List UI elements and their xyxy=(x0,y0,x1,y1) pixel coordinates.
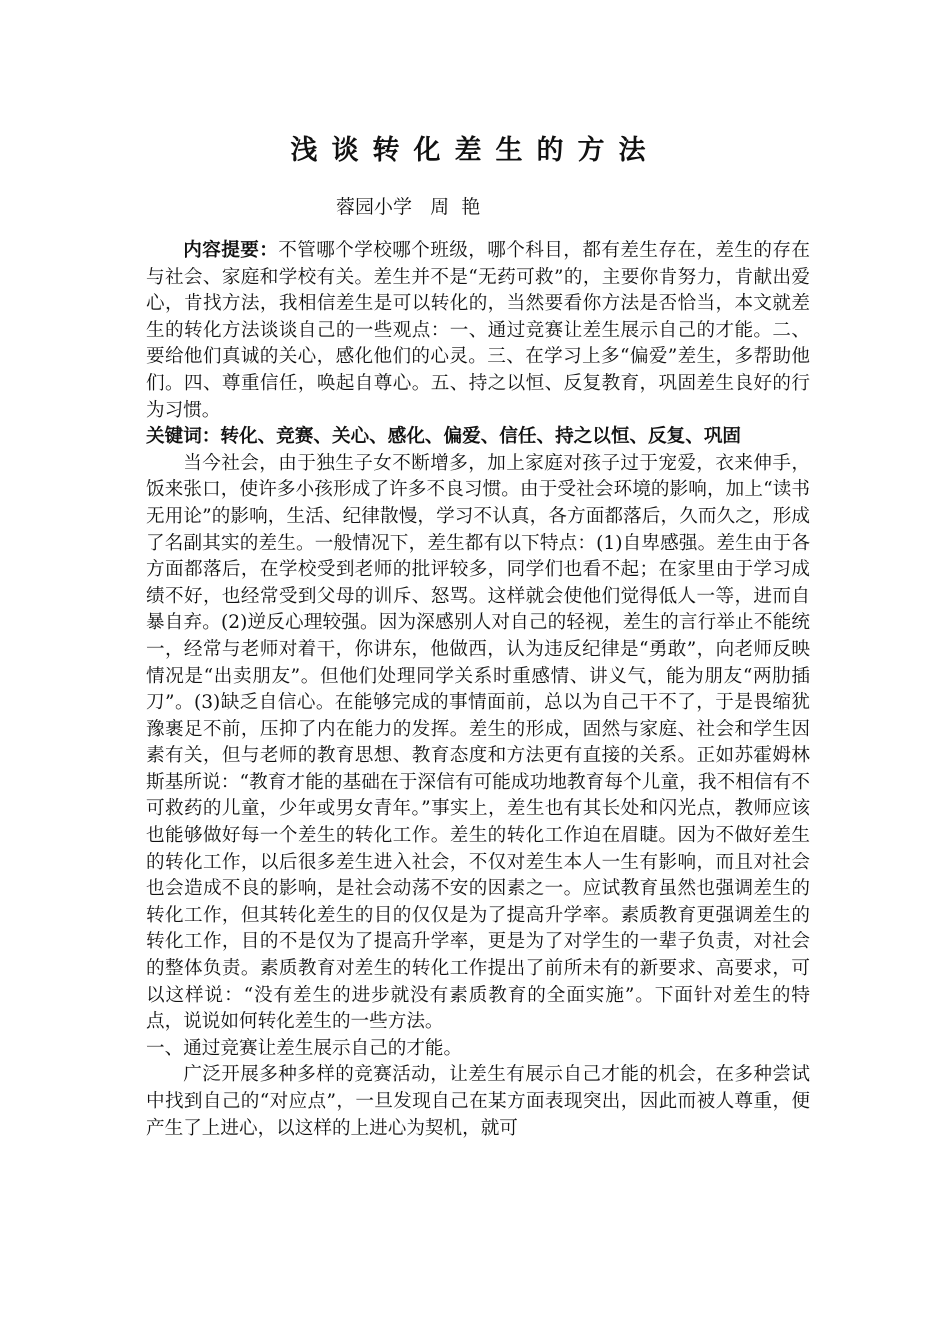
document-body xyxy=(146,238,810,1142)
body-paragraph-1: 当今社会，由于独生子女不断增多，加上家庭对孩子过于宠爱，衣来伸手，饭来张口，使许多小孩形成了许多不良习惯。由于受社会环境的影响，加上“读书无用论”的影响，生活、纪律散慢，学习不认真，各方面都落后，久而久之，形成了名副其实的差生。一般情况下，差生都有以下特点：(1)自卑感强。差生由于各方面都落后，在学校受到老师的批评较多，同学们也看不起；在家里由于学习成绩不好，也经常受到父母的训斥、怒骂。这样就会使他们觉得低人一等，进而自暴自弃。(2)逆反心理较强。因为深感别人对自己的轻视，差生的言行举止不能统一，经常与老师对着干，你讲东，他做西，认为违反纪律是“勇敢”，向老师反映情况是“出卖朋友”。但他们处理同学关系时重感情、讲义气，能为朋友“两肋插刀”。(3)缺乏自信心。在能够完成的事情面前，总以为自己干不了，于是畏缩犹豫裹足不前，压抑了内在能力的发挥。差生的形成，固然与家庭、社会和学生因素有关，但与老师的教育思想、教育态度和方法更有直接的关系。正如苏霍姆林斯基所说：“教育才能的基础在于深信有可能成功地教育每个儿童，我不相信有不可救药的儿童，少年或男女青年。”事实上，差生也有其长处和闪光点，教师应该也能够做好每一个差生的转化工作。差生的转化工作迫在眉睫。因为不做好差生的转化工作，以后很多差生进入社会，不仅对差生本人一生有影响，而且对社会也会造成不良的影响，是社会动荡不安的因素之一。应试教育虽然也强调差生的转化工作，但其转化差生的目的仅仅是为了提高升学率。素质教育更强调差生的转化工作，目的不是仅为了提高升学率，更是为了对学生的一辈子负责，对社会的整体负责。素质教育对差生的转化工作提出了前所未有的新要求、高要求，可以这样说：“没有差生的进步就没有素质教育的全面实施”。下面针对差生的特点，说说如何转化差生的一些方法。 xyxy=(146,452,810,1033)
body-paragraph-2: 广泛开展多种多样的竞赛活动，让差生有展示自己才能的机会，在多种尝试中找到自己的“对应点”，一旦发现自己在某方面表现突出，因此而被人尊重，便产生了上进心，以这样的上进心为契机，就可 xyxy=(146,1064,810,1139)
document-author: 蓉园小学 周 艳 xyxy=(336,196,481,218)
section-1-heading: 一、通过竞赛让差生展示自己的才能。 xyxy=(146,1037,463,1059)
abstract-label: 内容提要： xyxy=(183,240,279,261)
abstract-text: 不管哪个学校哪个班级，哪个科目，都有差生存在，差生的存在与社会、家庭和学校有关。差生并不是“无药可救”的，主要你肯努力，肯献出爱心，肯找方法，我相信差生是可以转化的，当然要看你方法是否恰当，本文就差生的转化方法谈谈自己的一些观点：一、通过竞赛让差生展示自己的才能。二、要给他们真诚的关心，感化他们的心灵。三、在学习上多“偏爱”差生，多帮助他们。四、尊重信任，唤起自尊心。五、持之以恒、反复教育，巩固差生良好的行为习惯。 xyxy=(146,240,810,421)
abstract-paragraph xyxy=(146,238,810,424)
keywords-text: 转化、竞赛、关心、感化、偏爱、信任、持之以恒、反复、巩固 xyxy=(220,426,742,448)
keywords-paragraph xyxy=(146,424,810,451)
document-title: 浅谈转化差生的方法 xyxy=(290,135,660,166)
keywords-label: 关键词： xyxy=(146,426,221,448)
